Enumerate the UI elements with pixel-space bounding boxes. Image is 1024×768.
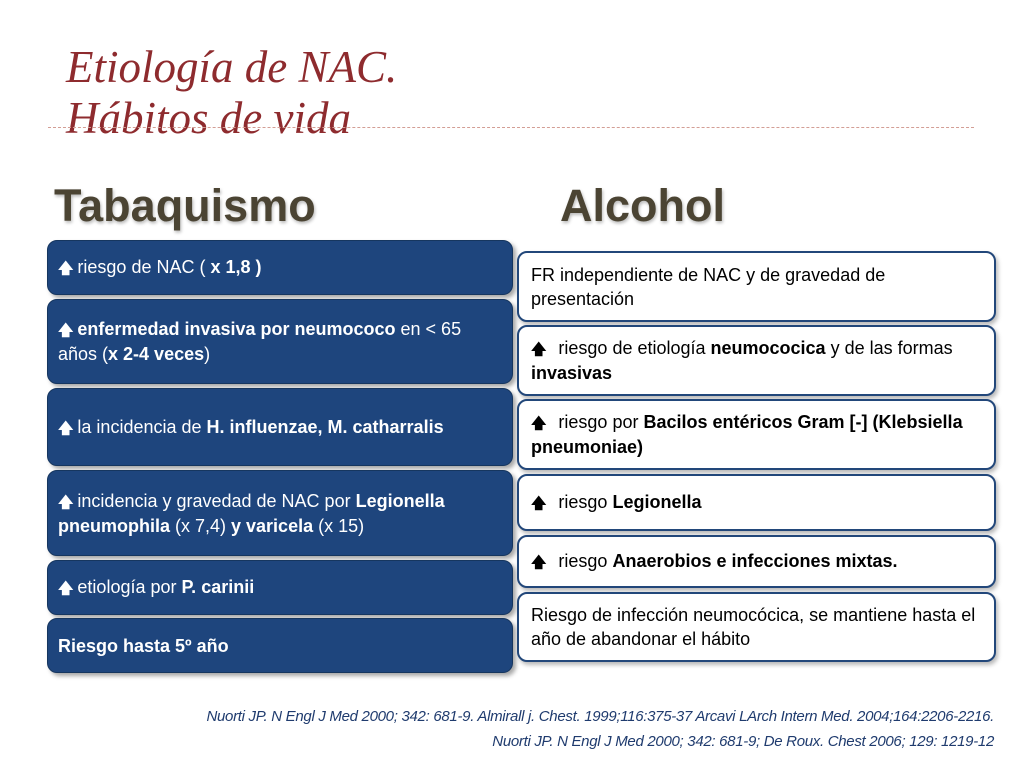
bold-text: x 2-4 veces [108,344,205,364]
arrow-up-icon: 🡅 [58,579,74,597]
arrow-up-icon: 🡅 [531,340,547,358]
alcohol-item [517,535,996,588]
bold-text: H. influenzae, M. catharralis [206,416,444,437]
item-text [58,575,254,600]
alcohol-item [517,251,996,322]
text-segment: (x 7,4) [170,515,232,536]
text-segment: ) [204,344,211,364]
item-text [58,255,262,280]
arrow-up-icon: 🡅 [531,494,547,512]
title-divider [48,127,974,128]
text-segment: la incidencia de [77,416,207,437]
arrow-up-icon: 🡅 [531,414,547,432]
bold-text: P. carinii [181,577,255,597]
item-text [531,603,984,651]
bold-text: y varicela [231,515,314,536]
bold-text: x 1,8 ) [210,257,262,277]
alcohol-item [517,325,996,396]
text-segment: FR independiente de NAC y de gravedad de presentación [531,264,886,309]
heading-alcohol: Alcohol [560,180,725,231]
text-segment: en < 65 años ( [58,319,462,364]
text-segment: incidencia y gravedad de NAC por [77,490,356,511]
bold-text: Riesgo hasta 5º año [58,635,229,656]
arrow-up-icon: 🡅 [58,259,74,277]
item-text [58,489,502,538]
item-text [531,336,984,385]
arrow-up-icon: 🡅 [58,418,74,437]
heading-tabaquismo: Tabaquismo [54,180,316,231]
text-segment: riesgo de etiología [558,338,711,358]
bold-text: Anaerobios e infecciones mixtas. [612,551,898,571]
item-text [58,415,444,440]
tabaquismo-item [47,560,513,615]
title-line-2: Hábitos de vida [66,93,351,143]
alcohol-item [517,592,996,662]
tabaquismo-item [47,470,513,556]
reference-line-1: Nuorti JP. N Engl J Med 2000; 342: 681-9. Almirall j. Chest. 1999;116:375-37 Arcavi LArch Intern Med. 2004;164:2206-2216. [206,708,994,725]
tabaquismo-item [47,240,513,295]
tabaquismo-item [47,299,513,384]
text-segment: y de las formas [825,338,953,358]
item-text [531,549,898,574]
reference-line-2: Nuorti JP. N Engl J Med 2000; 342: 681-9; De Roux. Chest 2006; 129: 1219-12 [492,733,994,750]
text-segment: riesgo de NAC ( [77,257,211,277]
item-text [531,263,984,311]
text-segment: riesgo [558,492,613,512]
item-text [531,490,701,515]
title-line-1: Etiología de NAC. [66,42,398,92]
item-text [58,634,229,658]
tabaquismo-item [47,388,513,466]
arrow-up-icon: 🡅 [58,492,74,511]
bold-text: Bacilos entéricos Gram [-] (Klebsiella pneumoniae) [531,412,963,457]
tabaquismo-item [47,618,513,673]
text-segment: (x 15) [313,515,365,536]
text-segment: riesgo por [558,412,644,432]
text-segment: Riesgo de infección neumocócica, se mantiene hasta el año de abandonar el hábito [531,605,976,649]
alcohol-item [517,399,996,470]
alcohol-item [517,474,996,531]
slide-title [66,42,397,144]
bold-text: neumococica [710,338,826,358]
arrow-up-icon: 🡅 [531,553,547,571]
text-segment: riesgo [558,551,613,571]
item-text [58,317,502,366]
bold-text: invasivas [531,363,613,383]
bold-text: enfermedad invasiva por neumococo [77,319,396,339]
bold-text: Legionella pneumophila [58,490,445,536]
bold-text: Legionella [612,492,702,512]
text-segment: etiología por [77,577,182,597]
item-text [531,410,984,459]
arrow-up-icon: 🡅 [58,321,74,339]
